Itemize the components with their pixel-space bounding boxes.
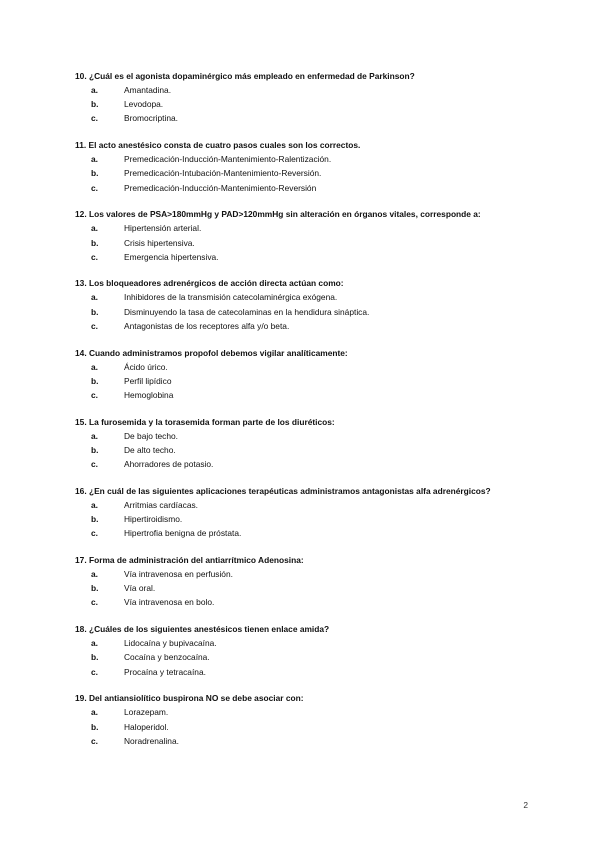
answer-option bbox=[75, 238, 575, 252]
answer-option bbox=[75, 85, 575, 99]
option-letter: b. bbox=[91, 306, 99, 317]
option-text: Levodopa. bbox=[124, 99, 164, 110]
option-letter: c. bbox=[91, 666, 98, 677]
option-text: Vía intravenosa en bolo. bbox=[124, 597, 215, 608]
option-letter: a. bbox=[91, 223, 98, 234]
option-letter: b. bbox=[91, 652, 99, 663]
question-text: 12. Los valores de PSA>180mmHg y PAD>120mmHg sin alteración en órganos vitales, corresponde a: bbox=[75, 209, 481, 220]
option-letter: b. bbox=[91, 375, 99, 386]
answer-option bbox=[75, 569, 575, 583]
answer-option bbox=[75, 638, 575, 652]
option-letter: c. bbox=[91, 390, 98, 400]
option-text: Hipertensión arterial. bbox=[124, 223, 202, 234]
answer-option bbox=[75, 362, 575, 376]
option-text: Lorazepam. bbox=[124, 707, 169, 718]
option-letter: c. bbox=[91, 459, 98, 470]
answer-option bbox=[75, 528, 575, 542]
answer-option bbox=[75, 154, 575, 168]
option-text: Inhibidores de la transmisión catecolaminérgica exógena. bbox=[124, 292, 338, 303]
option-text: Disminuyendo la tasa de catecolaminas en la hendidura sináptica. bbox=[124, 306, 370, 317]
option-text: Premedicación-Intubación-Mantenimiento-Reversión. bbox=[124, 168, 322, 179]
option-letter: a. bbox=[91, 430, 98, 441]
answer-option bbox=[75, 183, 575, 197]
answer-option bbox=[75, 667, 575, 681]
option-text: Amantadina. bbox=[124, 85, 172, 95]
question-block bbox=[75, 209, 575, 266]
option-text: Crisis hipertensiva. bbox=[124, 237, 195, 248]
option-text: Vía intravenosa en perfusión. bbox=[124, 569, 233, 580]
option-text: Vía oral. bbox=[124, 583, 156, 594]
option-text: Ácido úrico. bbox=[124, 361, 168, 372]
option-text: Ahorradores de potasio. bbox=[124, 459, 214, 470]
page-number: 2 bbox=[523, 800, 528, 810]
answer-option bbox=[75, 223, 575, 237]
answer-option bbox=[75, 514, 575, 528]
option-letter: b. bbox=[91, 444, 99, 455]
question-text: 10. ¿Cuál es el agonista dopaminérgico más empleado en enfermedad de Parkinson? bbox=[75, 71, 415, 81]
question-block bbox=[75, 693, 575, 750]
option-text: Hipertiroidismo. bbox=[124, 514, 183, 525]
option-text: Perfil lipídico bbox=[124, 375, 172, 386]
option-letter: a. bbox=[91, 292, 98, 303]
option-letter: c. bbox=[91, 320, 98, 331]
option-letter: a. bbox=[91, 499, 98, 510]
answer-option bbox=[75, 99, 575, 113]
option-text: Hipertrofia benigna de próstata. bbox=[124, 528, 242, 539]
option-letter: b. bbox=[91, 514, 99, 525]
option-letter: b. bbox=[91, 583, 99, 594]
option-text: Hemoglobina bbox=[124, 390, 174, 400]
option-text: Cocaína y benzocaína. bbox=[124, 652, 210, 663]
question-block bbox=[75, 624, 575, 681]
question-text: 11. El acto anestésico consta de cuatro pasos cuales son los correctos. bbox=[75, 140, 361, 151]
option-letter: a. bbox=[91, 638, 98, 649]
answer-option bbox=[75, 722, 575, 736]
option-text: Lidocaína y bupivacaína. bbox=[124, 638, 217, 649]
option-letter: c. bbox=[91, 528, 98, 539]
option-letter: b. bbox=[91, 168, 99, 179]
option-letter: b. bbox=[91, 99, 99, 110]
option-text: De bajo techo. bbox=[124, 430, 179, 441]
option-letter: b. bbox=[91, 721, 99, 732]
question-text: 19. Del antiansiolítico buspirona NO se debe asociar con: bbox=[75, 693, 304, 704]
option-text: Emergencia hipertensiva. bbox=[124, 251, 219, 262]
option-text: Haloperidol. bbox=[124, 721, 169, 732]
answer-option bbox=[75, 500, 575, 514]
option-letter: a. bbox=[91, 361, 98, 372]
option-text: Noradrenalina. bbox=[124, 735, 179, 746]
option-letter: b. bbox=[91, 237, 99, 248]
question-text: 13. Los bloqueadores adrenérgicos de acción directa actúan como: bbox=[75, 278, 344, 289]
option-letter: a. bbox=[91, 85, 98, 95]
answer-option bbox=[75, 307, 575, 321]
question-block bbox=[75, 71, 575, 128]
answer-option bbox=[75, 431, 575, 445]
question-block bbox=[75, 486, 575, 543]
option-letter: a. bbox=[91, 707, 98, 718]
question-list bbox=[75, 71, 575, 763]
answer-option bbox=[75, 583, 575, 597]
answer-option bbox=[75, 707, 575, 721]
answer-option bbox=[75, 376, 575, 390]
answer-option bbox=[75, 292, 575, 306]
option-text: Premedicación-Inducción-Mantenimiento-Reversión bbox=[124, 182, 317, 193]
option-text: Arritmias cardíacas. bbox=[124, 499, 198, 510]
question-text: 14. Cuando administramos propofol debemos vigilar analíticamente: bbox=[75, 347, 348, 358]
question-block bbox=[75, 278, 575, 335]
question-block bbox=[75, 348, 575, 405]
question-block bbox=[75, 555, 575, 612]
answer-option bbox=[75, 168, 575, 182]
option-text: Procaína y tetracaína. bbox=[124, 666, 206, 677]
answer-option bbox=[75, 652, 575, 666]
option-letter: c. bbox=[91, 735, 98, 746]
option-letter: a. bbox=[91, 154, 98, 165]
question-block bbox=[75, 417, 575, 474]
option-text: Antagonistas de los receptores alfa y/o beta. bbox=[124, 320, 290, 331]
answer-option bbox=[75, 736, 575, 750]
question-text: 15. La furosemida y la torasemida forman parte de los diuréticos: bbox=[75, 416, 335, 427]
option-letter: c. bbox=[91, 251, 98, 262]
question-text: 18. ¿Cuáles de los siguientes anestésicos tienen enlace amida? bbox=[75, 624, 330, 635]
option-text: Bromocriptina. bbox=[124, 113, 178, 124]
answer-option bbox=[75, 252, 575, 266]
question-text: 16. ¿En cuál de las siguientes aplicaciones terapéuticas administramos antagonistas alfa adrenérgicos? bbox=[75, 485, 491, 496]
answer-option bbox=[75, 459, 575, 473]
question-block bbox=[75, 140, 575, 197]
answer-option bbox=[75, 321, 575, 335]
question-text: 17. Forma de administración del antiarrítmico Adenosina: bbox=[75, 555, 304, 566]
answer-option bbox=[75, 597, 575, 611]
option-letter: c. bbox=[91, 597, 98, 608]
option-letter: a. bbox=[91, 569, 98, 580]
answer-option bbox=[75, 445, 575, 459]
answer-option bbox=[75, 390, 575, 404]
option-text: De alto techo. bbox=[124, 444, 176, 455]
answer-option bbox=[75, 113, 575, 127]
option-text: Premedicación-Inducción-Mantenimiento-Ralentización. bbox=[124, 154, 332, 165]
option-letter: c. bbox=[91, 113, 98, 124]
option-letter: c. bbox=[91, 182, 98, 193]
